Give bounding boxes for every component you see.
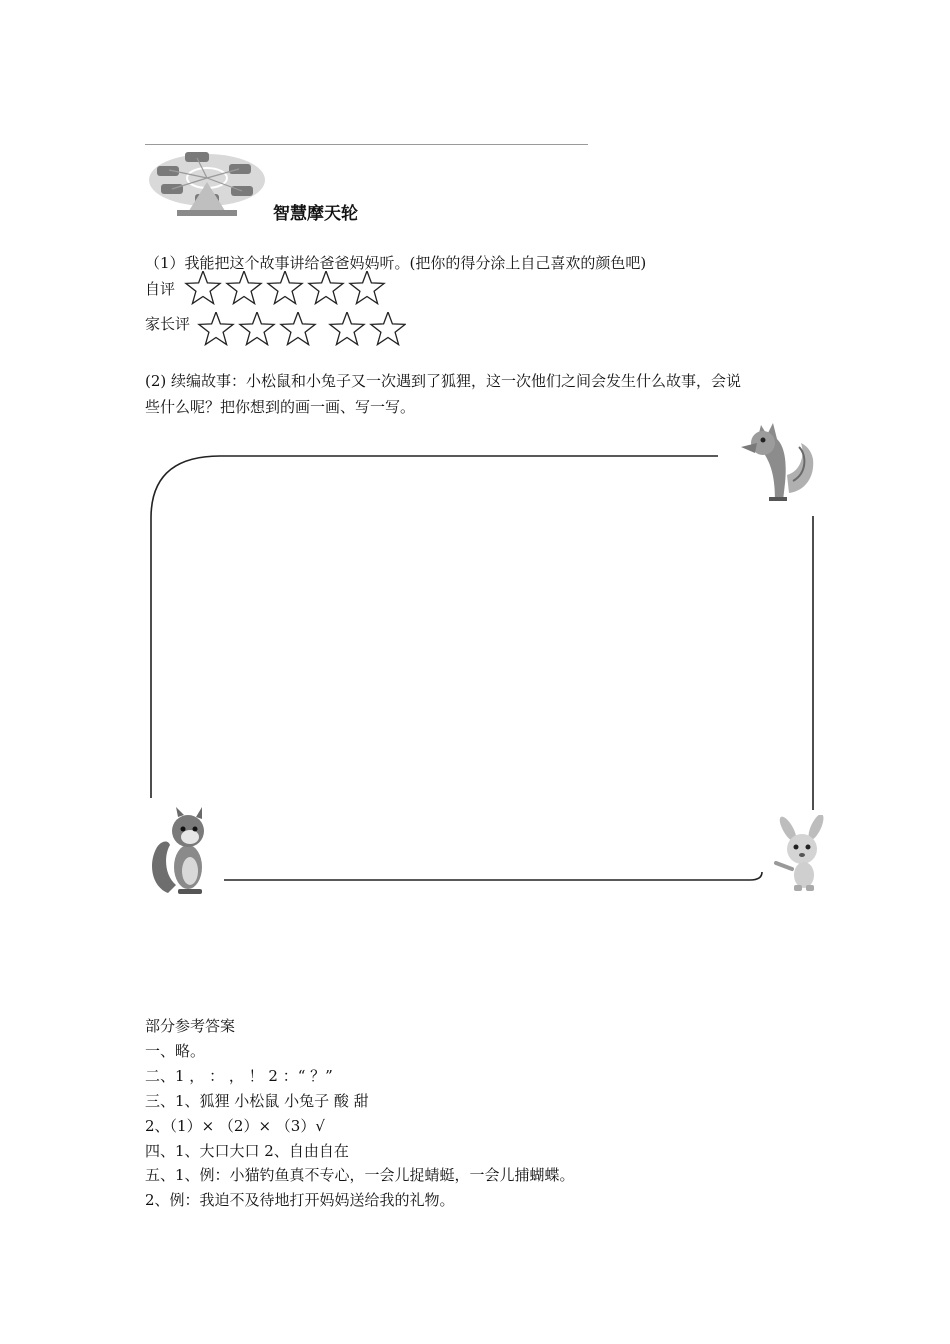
answer-line: 二、1 ， ： ， ！ 2 ：“ ？” (145, 1067, 333, 1085)
q2-line-2: 些什么呢？把你想到的画一画、写一写。 (145, 398, 416, 416)
star-outline-icon[interactable] (186, 271, 220, 304)
answer-line: 2、例：我迫不及待地打开妈妈送给我的礼物。 (145, 1191, 455, 1209)
parent-rating-label: 家长评 (145, 315, 191, 333)
star-outline-icon[interactable] (227, 271, 261, 304)
answer-line: 2、（1）× （2）× （3）√ (145, 1117, 325, 1135)
section-title: 智慧摩天轮 (273, 204, 358, 224)
ferris-wheel-illustration (147, 148, 267, 216)
star-outline-icon[interactable] (371, 312, 405, 345)
squirrel-illustration (148, 805, 213, 897)
answer-line: 四、1、大口大口 2、自由自在 (145, 1142, 349, 1160)
star-outline-icon[interactable] (309, 271, 343, 304)
rabbit-illustration (766, 815, 836, 893)
top-rule (145, 144, 588, 145)
star-outline-icon[interactable] (281, 312, 315, 345)
star-outline-icon[interactable] (350, 271, 384, 304)
drawing-frame[interactable] (140, 440, 830, 900)
fox-illustration (735, 413, 820, 503)
q2-line-1: (2) 续编故事：小松鼠和小兔子又一次遇到了狐狸，这一次他们之间会发生什么故事，会说 (145, 372, 742, 390)
answer-line: 一、略。 (145, 1042, 206, 1060)
answer-line: 五、1、例：小猫钓鱼真不专心，一会儿捉蜻蜓，一会儿捕蝴蝶。 (145, 1166, 575, 1184)
self-rating-label: 自评 (145, 280, 176, 298)
answer-line: 三、1、狐狸 小松鼠 小兔子 酸 甜 (145, 1092, 369, 1110)
self-rating-stars[interactable] (183, 271, 391, 305)
q1-text: （1）我能把这个故事讲给爸爸妈妈听。(把你的得分涂上自己喜欢的颜色吧) (145, 254, 647, 272)
star-outline-icon[interactable] (240, 312, 274, 345)
star-outline-icon[interactable] (330, 312, 364, 345)
star-outline-icon[interactable] (268, 271, 302, 304)
answers-heading: 部分参考答案 (145, 1017, 236, 1035)
parent-rating-stars[interactable] (196, 312, 406, 346)
star-outline-icon[interactable] (199, 312, 233, 345)
